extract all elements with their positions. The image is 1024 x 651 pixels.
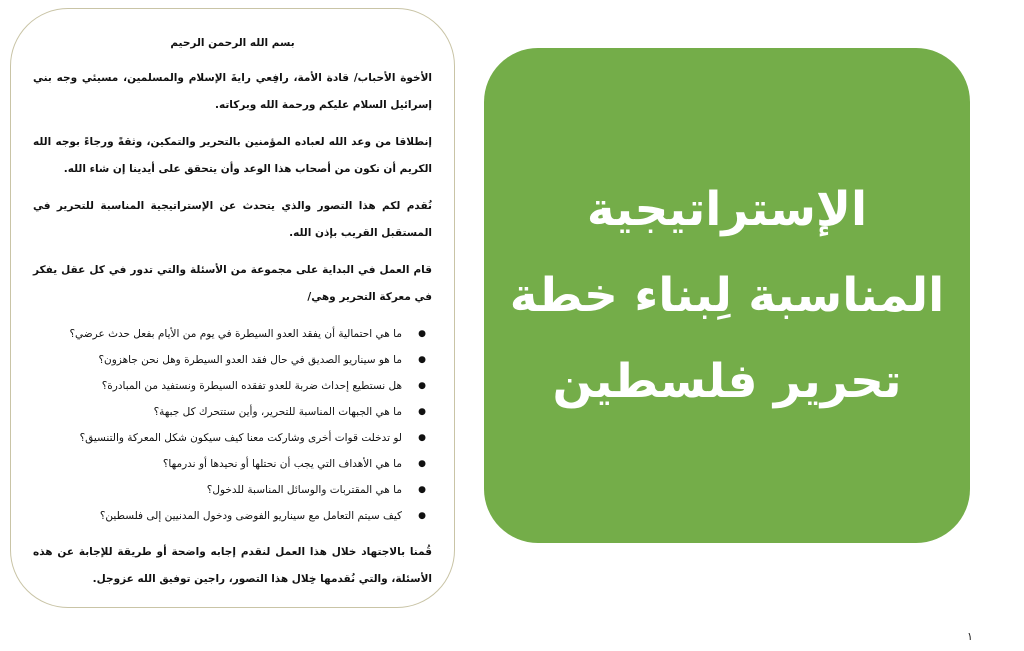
title-line-3: تحرير فلسطين [552,353,902,409]
bullet-dot-icon: ● [418,459,426,469]
list-item [33,399,426,425]
paragraph-questions-intro: قام العمل في البداية على مجموعة من الأسئلة والتي تدور في كل عقل يفكر في معركة التحرير وهي/ [33,264,432,303]
list-item [33,503,426,529]
list-item [33,451,426,477]
paragraph-closing: قُمنا بالاجتهاد خلال هذا العمل لنقدم إجابه واضحة أو طريقة للإجابة عن هذه الأسئلة، والتي نُقدمها خِلال هذا التصور، راجين توفيق الله عزوجل. [33,546,432,585]
text-panel [10,8,455,608]
paragraph-intro: إنطلاقا من وعد الله لعباده المؤمنين بالتحرير والتمكين، وثقةً ورجاءً بوجه الله الكريم أن نكون من أصحاب هذا الوعد وأن يتحقق على أيدينا إن شاء الله. [33,136,432,175]
list-item [33,477,426,503]
bullet-dot-icon: ● [418,355,426,365]
list-item-text: ما هي احتمالية أن يفقد العدو السيطرة في يوم من الأيام بفعل حدث عرضي؟ [69,328,402,340]
page-title [490,167,965,425]
title-panel [484,48,970,543]
list-item-text: ما هي الجبهات المناسبة للتحرير، وأين ستتحرك كل جبهة؟ [153,406,402,418]
paragraph-greeting: الأخوة الأحباب/ قادة الأمة، رافِعي رايةَ الإسلام والمسلمين، مسيئي وجه بني إسرائيل السلام عليكم ورحمة الله وبركاته. [33,72,432,111]
bullet-dot-icon: ● [418,511,426,521]
list-item [33,373,426,399]
list-item-text: هل نستطيع إحداث ضربة للعدو تفقده السيطرة ونستفيد من المبادرة؟ [101,380,402,392]
list-item [33,321,426,347]
list-item-text: لو تدخلت قوات أخرى وشاركت معنا كيف سيكون شكل المعركة والتنسيق؟ [79,432,402,444]
bullet-dot-icon: ● [418,329,426,339]
bullet-dot-icon: ● [418,485,426,495]
title-line-2: المناسبة لِبناء خطة [509,267,945,323]
title-line-1: الإستراتيجية [586,181,868,237]
bullet-dot-icon: ● [418,407,426,417]
bullet-dot-icon: ● [418,381,426,391]
page-number: ١ [967,631,973,643]
list-item [33,425,426,451]
list-item-text: ما هو سيناريو الصديق في حال فقد العدو السيطرة وهل نحن جاهزون؟ [98,354,402,366]
questions-list [33,321,432,529]
list-item-text: كيف سيتم التعامل مع سيناريو الفوضى ودخول المدنيين إلى فلسطين؟ [99,510,402,522]
basmala: بسم الله الرحمن الرحيم [170,37,295,49]
paragraph-purpose: نُقدم لكم هذا التصور والذي يتحدث عن الإستراتيجية المناسبة للتحرير في المستقبل القريب بإذن الله. [33,200,432,239]
list-item-text: ما هي الأهداف التي يجب أن نحتلها أو نحيدها أو ندرمها؟ [162,458,402,470]
bullet-dot-icon: ● [418,433,426,443]
list-item-text: ما هي المقتربات والوسائل المناسبة للدخول؟ [206,484,402,496]
list-item [33,347,426,373]
